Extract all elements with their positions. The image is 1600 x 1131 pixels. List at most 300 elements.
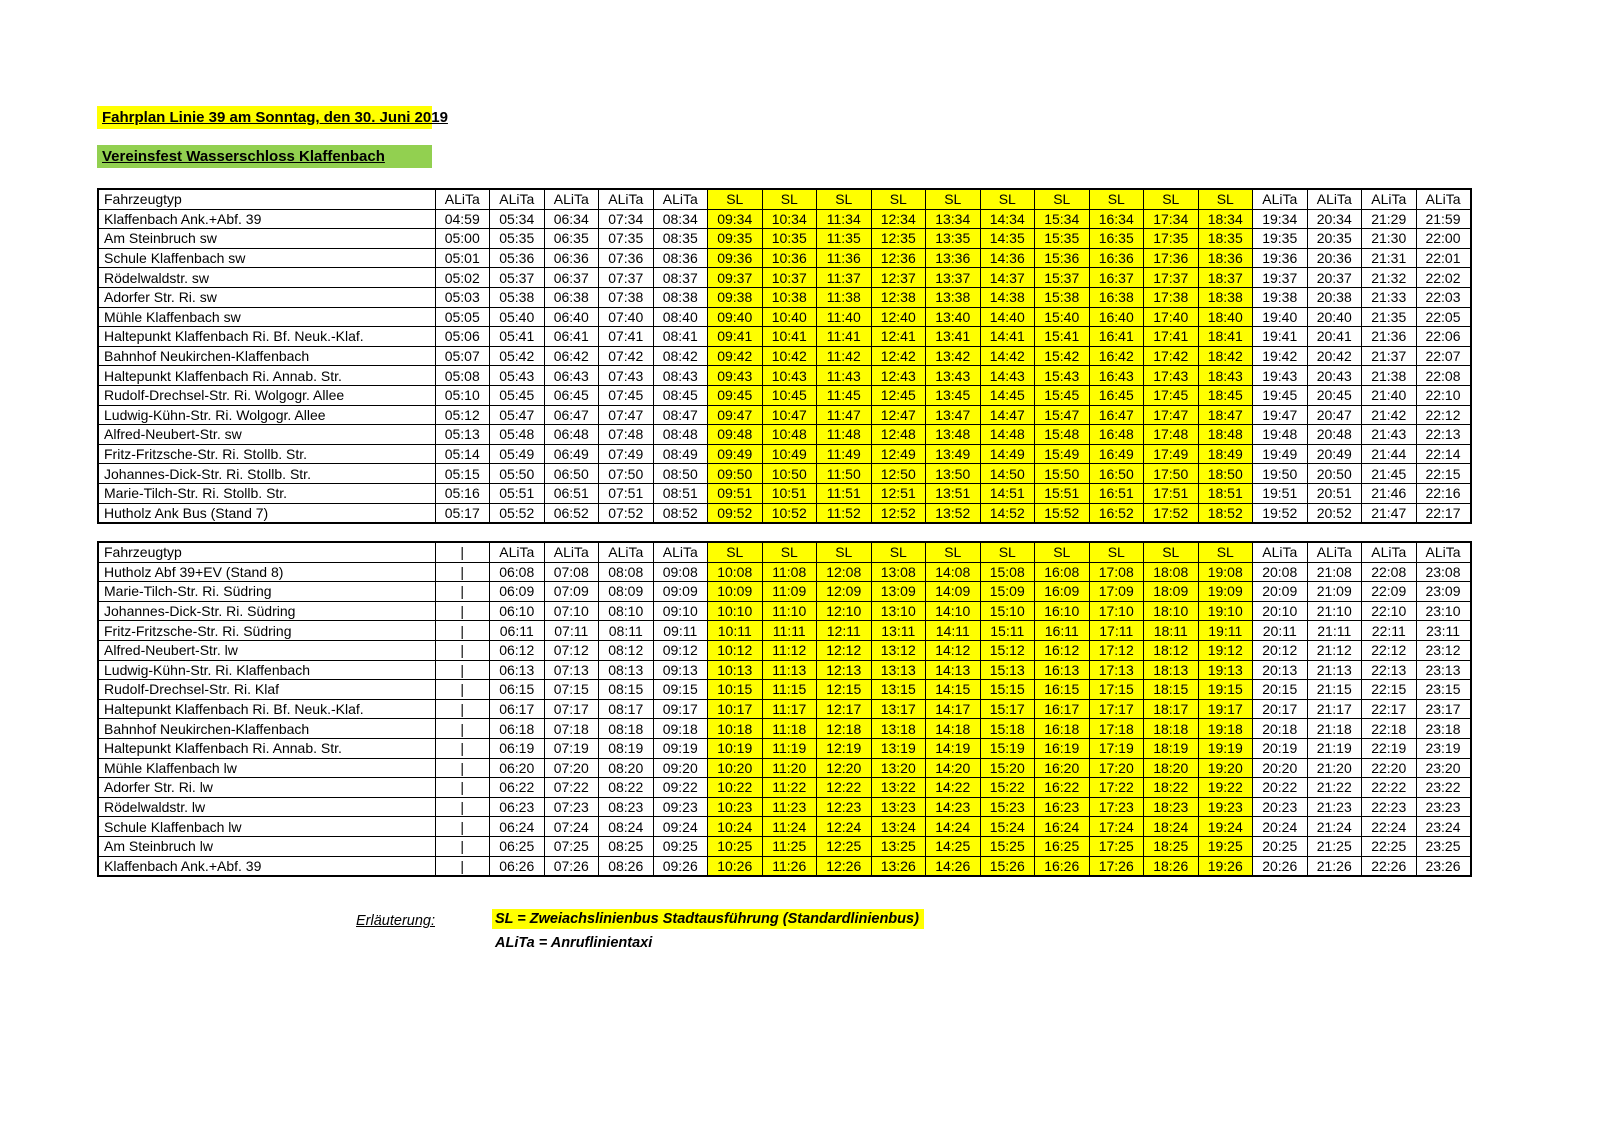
- time-cell: 11:17: [762, 699, 817, 719]
- time-cell: 19:13: [1198, 660, 1253, 680]
- time-cell: 15:52: [1035, 503, 1090, 523]
- column-header: ALiTa: [490, 189, 545, 209]
- time-cell: 17:12: [1089, 640, 1144, 660]
- time-cell: 12:15: [817, 680, 872, 700]
- time-cell: 20:51: [1307, 483, 1362, 503]
- time-cell: 21:35: [1362, 307, 1417, 327]
- column-header: ALiTa: [435, 189, 490, 209]
- time-cell: 08:36: [653, 248, 708, 268]
- time-cell: 17:40: [1144, 307, 1199, 327]
- time-cell: 17:08: [1089, 562, 1144, 582]
- time-cell: 08:45: [653, 385, 708, 405]
- time-cell: 10:25: [708, 836, 763, 856]
- time-cell: 18:43: [1198, 366, 1253, 386]
- time-cell: 06:22: [490, 778, 545, 798]
- table-row: [98, 268, 1471, 288]
- time-cell: 09:23: [653, 797, 708, 817]
- time-cell: 18:10: [1144, 601, 1199, 621]
- time-cell: 21:44: [1362, 444, 1417, 464]
- time-cell: 21:11: [1307, 621, 1362, 641]
- time-cell: 16:23: [1035, 797, 1090, 817]
- time-cell: 17:15: [1089, 680, 1144, 700]
- time-cell: 13:09: [871, 582, 926, 602]
- stop-cell: Fritz-Fritzsche-Str. Ri. Südring: [98, 621, 435, 641]
- time-cell: 19:10: [1198, 601, 1253, 621]
- time-cell: 10:13: [708, 660, 763, 680]
- column-header: SL: [871, 189, 926, 209]
- time-cell: 20:12: [1253, 640, 1308, 660]
- time-cell: 09:50: [708, 464, 763, 484]
- time-cell: 22:06: [1416, 327, 1471, 347]
- time-cell: 06:15: [490, 680, 545, 700]
- stop-cell: Fritz-Fritzsche-Str. Ri. Stollb. Str.: [98, 444, 435, 464]
- time-cell: 23:11: [1416, 621, 1471, 641]
- time-cell: 11:51: [817, 483, 872, 503]
- time-cell: 09:08: [653, 562, 708, 582]
- time-cell: 05:03: [435, 287, 490, 307]
- time-cell: 15:51: [1035, 483, 1090, 503]
- time-cell: 06:42: [544, 346, 599, 366]
- time-cell: 11:22: [762, 778, 817, 798]
- time-cell: 17:35: [1144, 229, 1199, 249]
- time-cell: 22:08: [1362, 562, 1417, 582]
- time-cell: 14:17: [926, 699, 981, 719]
- time-cell: 06:25: [490, 836, 545, 856]
- time-cell: 18:15: [1144, 680, 1199, 700]
- time-cell: 21:33: [1362, 287, 1417, 307]
- legend-label: Erläuterung:: [356, 913, 435, 929]
- time-cell: 05:34: [490, 209, 545, 229]
- time-cell: 19:47: [1253, 405, 1308, 425]
- time-cell: 17:52: [1144, 503, 1199, 523]
- time-cell: 07:49: [599, 444, 654, 464]
- time-cell: 06:11: [490, 621, 545, 641]
- time-cell: 15:25: [980, 836, 1035, 856]
- time-cell: 07:41: [599, 327, 654, 347]
- time-cell: 22:12: [1416, 405, 1471, 425]
- time-cell: 08:15: [599, 680, 654, 700]
- time-cell: 16:35: [1089, 229, 1144, 249]
- time-cell: 21:19: [1307, 738, 1362, 758]
- time-cell: 14:49: [980, 444, 1035, 464]
- stop-cell: Schule Klaffenbach lw: [98, 817, 435, 837]
- time-cell: 09:18: [653, 719, 708, 739]
- time-cell: 06:08: [490, 562, 545, 582]
- time-cell: 20:09: [1253, 582, 1308, 602]
- stop-cell: Rudolf-Drechsel-Str. Ri. Wolgogr. Allee: [98, 385, 435, 405]
- table-row: [98, 366, 1471, 386]
- time-cell: 17:22: [1089, 778, 1144, 798]
- stop-cell: Marie-Tilch-Str. Ri. Stollb. Str.: [98, 483, 435, 503]
- time-cell: 16:19: [1035, 738, 1090, 758]
- time-cell: 17:34: [1144, 209, 1199, 229]
- time-cell: 12:45: [871, 385, 926, 405]
- time-cell: 10:40: [762, 307, 817, 327]
- time-cell: 08:17: [599, 699, 654, 719]
- time-cell: 05:14: [435, 444, 490, 464]
- time-cell: 16:12: [1035, 640, 1090, 660]
- time-cell: 15:47: [1035, 405, 1090, 425]
- time-cell: 13:13: [871, 660, 926, 680]
- time-cell: 17:51: [1144, 483, 1199, 503]
- time-cell: 06:12: [490, 640, 545, 660]
- time-cell: 08:43: [653, 366, 708, 386]
- time-cell: 07:35: [599, 229, 654, 249]
- time-cell: 14:12: [926, 640, 981, 660]
- time-cell: 18:22: [1144, 778, 1199, 798]
- time-cell: 20:22: [1253, 778, 1308, 798]
- time-cell: 23:22: [1416, 778, 1471, 798]
- time-cell: 20:48: [1307, 425, 1362, 445]
- time-cell: 09:20: [653, 758, 708, 778]
- time-cell: 15:17: [980, 699, 1035, 719]
- time-cell: 13:23: [871, 797, 926, 817]
- time-cell: 22:10: [1416, 385, 1471, 405]
- no-service-cell: |: [435, 660, 490, 680]
- table-row: [98, 621, 1471, 641]
- time-cell: 17:45: [1144, 385, 1199, 405]
- column-header: SL: [1089, 542, 1144, 562]
- time-cell: 09:13: [653, 660, 708, 680]
- time-cell: 17:25: [1089, 836, 1144, 856]
- time-cell: 19:42: [1253, 346, 1308, 366]
- time-cell: 15:23: [980, 797, 1035, 817]
- time-cell: 10:26: [708, 856, 763, 876]
- time-cell: 11:38: [817, 287, 872, 307]
- time-cell: 19:25: [1198, 836, 1253, 856]
- time-cell: 14:24: [926, 817, 981, 837]
- time-cell: 13:17: [871, 699, 926, 719]
- time-cell: 14:38: [980, 287, 1035, 307]
- time-cell: 12:50: [871, 464, 926, 484]
- time-cell: 13:18: [871, 719, 926, 739]
- time-cell: 15:35: [1035, 229, 1090, 249]
- time-cell: 21:46: [1362, 483, 1417, 503]
- time-cell: 16:26: [1035, 856, 1090, 876]
- time-cell: 21:13: [1307, 660, 1362, 680]
- time-cell: 07:24: [544, 817, 599, 837]
- time-cell: 21:15: [1307, 680, 1362, 700]
- time-cell: 18:17: [1144, 699, 1199, 719]
- time-cell: 18:34: [1198, 209, 1253, 229]
- column-header: SL: [1035, 189, 1090, 209]
- time-cell: 14:20: [926, 758, 981, 778]
- time-cell: 17:48: [1144, 425, 1199, 445]
- time-cell: 09:12: [653, 640, 708, 660]
- time-cell: 19:09: [1198, 582, 1253, 602]
- time-cell: 20:41: [1307, 327, 1362, 347]
- time-cell: 11:25: [762, 836, 817, 856]
- time-cell: 21:17: [1307, 699, 1362, 719]
- time-cell: 09:19: [653, 738, 708, 758]
- time-cell: 16:17: [1035, 699, 1090, 719]
- time-cell: 14:22: [926, 778, 981, 798]
- time-cell: 18:42: [1198, 346, 1253, 366]
- time-cell: 05:49: [490, 444, 545, 464]
- time-cell: 18:41: [1198, 327, 1253, 347]
- time-cell: 11:45: [817, 385, 872, 405]
- time-cell: 08:08: [599, 562, 654, 582]
- time-cell: 12:19: [817, 738, 872, 758]
- time-cell: 13:34: [926, 209, 981, 229]
- time-cell: 14:08: [926, 562, 981, 582]
- time-cell: 11:48: [817, 425, 872, 445]
- time-cell: 05:47: [490, 405, 545, 425]
- table-row: [98, 797, 1471, 817]
- time-cell: 06:18: [490, 719, 545, 739]
- time-cell: 23:24: [1416, 817, 1471, 837]
- time-cell: 13:45: [926, 385, 981, 405]
- time-cell: 17:09: [1089, 582, 1144, 602]
- time-cell: 12:52: [871, 503, 926, 523]
- time-cell: 08:12: [599, 640, 654, 660]
- time-cell: 19:12: [1198, 640, 1253, 660]
- time-cell: 06:10: [490, 601, 545, 621]
- time-cell: 14:41: [980, 327, 1035, 347]
- time-cell: 21:43: [1362, 425, 1417, 445]
- time-cell: 06:40: [544, 307, 599, 327]
- time-cell: 17:13: [1089, 660, 1144, 680]
- time-cell: 16:22: [1035, 778, 1090, 798]
- time-cell: 13:15: [871, 680, 926, 700]
- time-cell: 19:18: [1198, 719, 1253, 739]
- time-cell: 16:41: [1089, 327, 1144, 347]
- time-cell: 13:50: [926, 464, 981, 484]
- time-cell: 10:08: [708, 562, 763, 582]
- stop-cell: Bahnhof Neukirchen-Klaffenbach: [98, 346, 435, 366]
- stop-cell: Ludwig-Kühn-Str. Ri. Wolgogr. Allee: [98, 405, 435, 425]
- time-cell: 20:40: [1307, 307, 1362, 327]
- time-cell: 17:11: [1089, 621, 1144, 641]
- time-cell: 05:45: [490, 385, 545, 405]
- timetable-outbound: [97, 188, 1472, 524]
- column-header: ALiTa: [490, 542, 545, 562]
- time-cell: 20:37: [1307, 268, 1362, 288]
- time-cell: 11:23: [762, 797, 817, 817]
- time-cell: 16:18: [1035, 719, 1090, 739]
- time-cell: 10:24: [708, 817, 763, 837]
- time-cell: 19:34: [1253, 209, 1308, 229]
- time-cell: 14:45: [980, 385, 1035, 405]
- time-cell: 15:15: [980, 680, 1035, 700]
- time-cell: 11:09: [762, 582, 817, 602]
- time-cell: 08:10: [599, 601, 654, 621]
- time-cell: 08:26: [599, 856, 654, 876]
- time-cell: 20:19: [1253, 738, 1308, 758]
- time-cell: 17:10: [1089, 601, 1144, 621]
- time-cell: 18:36: [1198, 248, 1253, 268]
- time-cell: 19:24: [1198, 817, 1253, 837]
- time-cell: 11:13: [762, 660, 817, 680]
- table-row: [98, 601, 1471, 621]
- time-cell: 18:11: [1144, 621, 1199, 641]
- time-cell: 05:06: [435, 327, 490, 347]
- time-cell: 18:38: [1198, 287, 1253, 307]
- time-cell: 05:48: [490, 425, 545, 445]
- time-cell: 22:18: [1362, 719, 1417, 739]
- column-header: SL: [1198, 189, 1253, 209]
- table-row: [98, 444, 1471, 464]
- time-cell: 11:08: [762, 562, 817, 582]
- time-cell: 05:35: [490, 229, 545, 249]
- time-cell: 12:10: [817, 601, 872, 621]
- time-cell: 09:11: [653, 621, 708, 641]
- time-cell: 18:50: [1198, 464, 1253, 484]
- no-service-cell: |: [435, 601, 490, 621]
- time-cell: 07:52: [599, 503, 654, 523]
- time-cell: 06:37: [544, 268, 599, 288]
- time-cell: 12:22: [817, 778, 872, 798]
- time-cell: 07:36: [599, 248, 654, 268]
- time-cell: 15:20: [980, 758, 1035, 778]
- time-cell: 10:52: [762, 503, 817, 523]
- time-cell: 21:12: [1307, 640, 1362, 660]
- time-cell: 18:12: [1144, 640, 1199, 660]
- time-cell: 09:40: [708, 307, 763, 327]
- no-service-cell: |: [435, 836, 490, 856]
- time-cell: 19:45: [1253, 385, 1308, 405]
- time-cell: 10:19: [708, 738, 763, 758]
- time-cell: 18:08: [1144, 562, 1199, 582]
- time-cell: 19:52: [1253, 503, 1308, 523]
- time-cell: 20:20: [1253, 758, 1308, 778]
- column-header: ALiTa: [1307, 189, 1362, 209]
- column-header: |: [435, 542, 490, 562]
- time-cell: 20:45: [1307, 385, 1362, 405]
- time-cell: 20:47: [1307, 405, 1362, 425]
- time-cell: 23:09: [1416, 582, 1471, 602]
- time-cell: 15:45: [1035, 385, 1090, 405]
- time-cell: 21:08: [1307, 562, 1362, 582]
- time-cell: 09:09: [653, 582, 708, 602]
- time-cell: 06:51: [544, 483, 599, 503]
- time-cell: 11:10: [762, 601, 817, 621]
- time-cell: 13:52: [926, 503, 981, 523]
- time-cell: 11:50: [817, 464, 872, 484]
- no-service-cell: |: [435, 699, 490, 719]
- time-cell: 07:37: [599, 268, 654, 288]
- time-cell: 09:42: [708, 346, 763, 366]
- time-cell: 08:13: [599, 660, 654, 680]
- time-cell: 16:25: [1035, 836, 1090, 856]
- time-cell: 16:51: [1089, 483, 1144, 503]
- time-cell: 22:17: [1362, 699, 1417, 719]
- table-row: [98, 719, 1471, 739]
- time-cell: 13:12: [871, 640, 926, 660]
- column-header: ALiTa: [1362, 189, 1417, 209]
- no-service-cell: |: [435, 621, 490, 641]
- time-cell: 09:51: [708, 483, 763, 503]
- time-cell: 22:13: [1362, 660, 1417, 680]
- time-cell: 13:25: [871, 836, 926, 856]
- time-cell: 22:01: [1416, 248, 1471, 268]
- time-cell: 06:24: [490, 817, 545, 837]
- time-cell: 09:15: [653, 680, 708, 700]
- time-cell: 15:40: [1035, 307, 1090, 327]
- time-cell: 10:18: [708, 719, 763, 739]
- table-row: [98, 503, 1471, 523]
- time-cell: 05:16: [435, 483, 490, 503]
- time-cell: 10:41: [762, 327, 817, 347]
- time-cell: 14:25: [926, 836, 981, 856]
- column-header: ALiTa: [1307, 542, 1362, 562]
- time-cell: 20:34: [1307, 209, 1362, 229]
- stop-cell: Klaffenbach Ank.+Abf. 39: [98, 209, 435, 229]
- time-cell: 18:23: [1144, 797, 1199, 817]
- time-cell: 21:59: [1416, 209, 1471, 229]
- time-cell: 12:23: [817, 797, 872, 817]
- time-cell: 17:42: [1144, 346, 1199, 366]
- table-row: [98, 640, 1471, 660]
- time-cell: 09:45: [708, 385, 763, 405]
- time-cell: 05:51: [490, 483, 545, 503]
- time-cell: 15:50: [1035, 464, 1090, 484]
- time-cell: 12:17: [817, 699, 872, 719]
- table-row: [98, 425, 1471, 445]
- table-row: [98, 660, 1471, 680]
- time-cell: 15:09: [980, 582, 1035, 602]
- time-cell: 05:05: [435, 307, 490, 327]
- time-cell: 16:45: [1089, 385, 1144, 405]
- time-cell: 10:36: [762, 248, 817, 268]
- column-header: SL: [762, 542, 817, 562]
- time-cell: 08:34: [653, 209, 708, 229]
- time-cell: 09:52: [708, 503, 763, 523]
- time-cell: 12:38: [871, 287, 926, 307]
- time-cell: 05:08: [435, 366, 490, 386]
- time-cell: 14:10: [926, 601, 981, 621]
- time-cell: 10:48: [762, 425, 817, 445]
- time-cell: 22:09: [1362, 582, 1417, 602]
- time-cell: 18:40: [1198, 307, 1253, 327]
- time-cell: 10:49: [762, 444, 817, 464]
- time-cell: 13:51: [926, 483, 981, 503]
- time-cell: 16:34: [1089, 209, 1144, 229]
- event-subtitle: Vereinsfest Wasserschloss Klaffenbach: [97, 145, 432, 168]
- time-cell: 21:26: [1307, 856, 1362, 876]
- time-cell: 08:38: [653, 287, 708, 307]
- time-cell: 14:15: [926, 680, 981, 700]
- column-header: ALiTa: [653, 542, 708, 562]
- time-cell: 07:48: [599, 425, 654, 445]
- page-title: Fahrplan Linie 39 am Sonntag, den 30. Juni 2019: [97, 106, 432, 129]
- time-cell: 21:31: [1362, 248, 1417, 268]
- time-cell: 05:50: [490, 464, 545, 484]
- time-cell: 09:49: [708, 444, 763, 464]
- time-cell: 07:15: [544, 680, 599, 700]
- no-service-cell: |: [435, 640, 490, 660]
- table-row: [98, 856, 1471, 876]
- no-service-cell: |: [435, 582, 490, 602]
- stop-cell: Haltepunkt Klaffenbach Ri. Annab. Str.: [98, 738, 435, 758]
- time-cell: 15:36: [1035, 248, 1090, 268]
- time-cell: 14:48: [980, 425, 1035, 445]
- time-cell: 23:18: [1416, 719, 1471, 739]
- column-header: SL: [926, 189, 981, 209]
- time-cell: 06:38: [544, 287, 599, 307]
- time-cell: 09:37: [708, 268, 763, 288]
- time-cell: 11:18: [762, 719, 817, 739]
- time-cell: 06:26: [490, 856, 545, 876]
- time-cell: 15:24: [980, 817, 1035, 837]
- time-cell: 15:18: [980, 719, 1035, 739]
- time-cell: 23:26: [1416, 856, 1471, 876]
- time-cell: 20:49: [1307, 444, 1362, 464]
- time-cell: 07:26: [544, 856, 599, 876]
- time-cell: 22:11: [1362, 621, 1417, 641]
- time-cell: 20:52: [1307, 503, 1362, 523]
- table-row: [98, 327, 1471, 347]
